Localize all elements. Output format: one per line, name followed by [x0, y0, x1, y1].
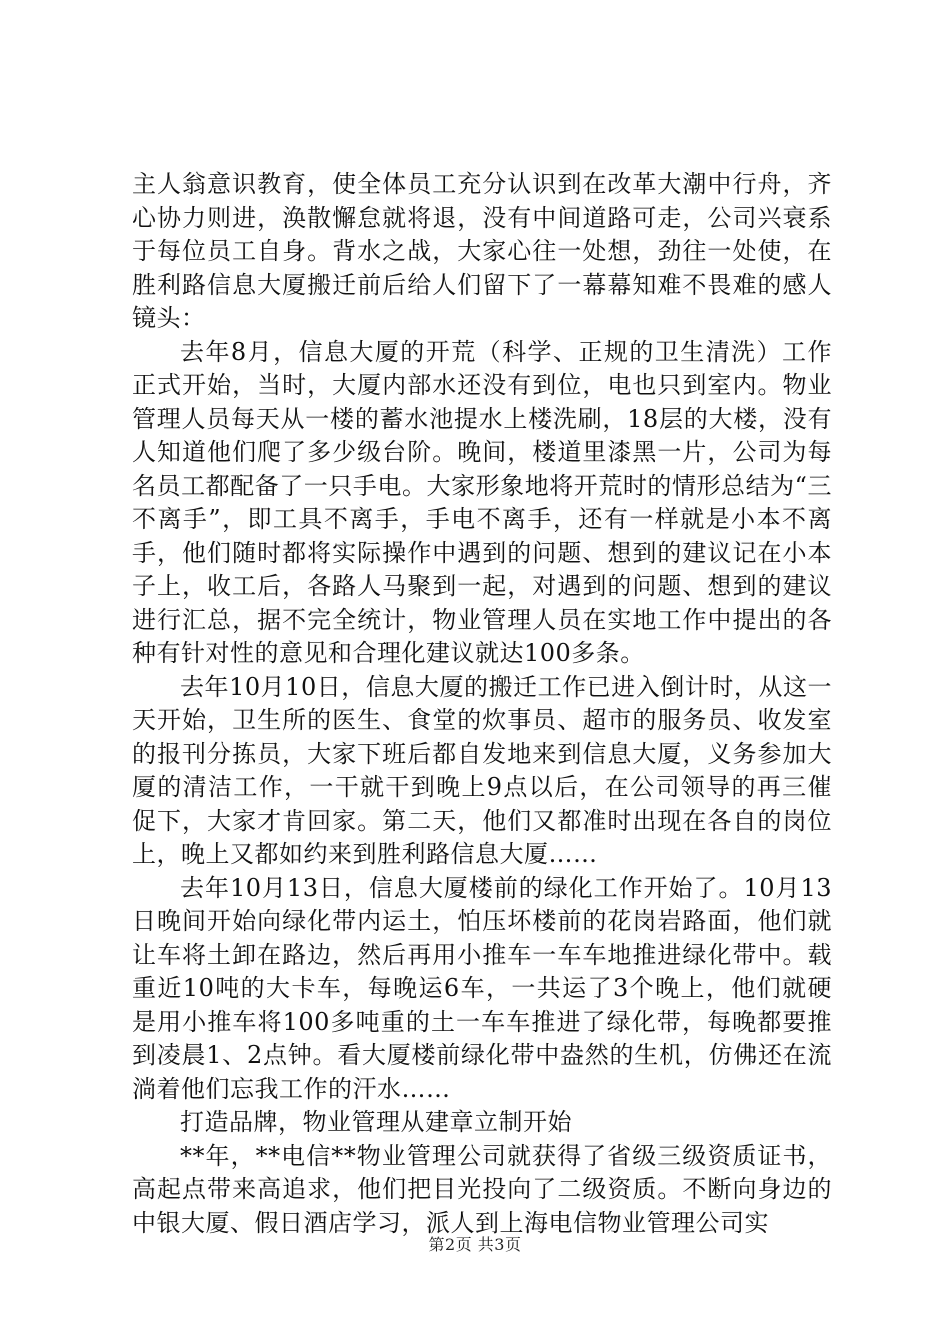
paragraph: 去年10月13日，信息大厦楼前的绿化工作开始了。10月13日晚间开始向绿化带内运土，怕压坏楼前的花岗岩路面，他们就让车将土卸在路边，然后再用小推车一车车地推进绿化带中。载重近10吨的大卡车，每晚运6车，一共运了3个晚上，他们就硬是用小推车将100多吨重的土一车车推进了绿化带，每晚都要推到凌晨1、2点钟。看大厦楼前绿化带中盎然的生机，仿佛还在流淌着他们忘我工作的汗水……	[132, 873, 832, 1103]
paragraph: 去年8月，信息大厦的开荒（科学、正规的卫生清洗）工作正式开始，当时，大厦内部水还没有到位，电也只到室内。物业管理人员每天从一楼的蓄水池提水上楼洗刷，18层的大楼，没有人知道他们爬了多少级台阶。晚间，楼道里漆黑一片，公司为每名员工都配备了一只手电。大家形象地将开荒时的情形总结为“三不离手”，即工具不离手，手电不离手，还有一样就是小本不离手，他们随时都将实际操作中遇到的问题、想到的建议记在小本子上，收工后，各路人马聚到一起，对遇到的问题、想到的建议进行汇总，据不完全统计，物业管理人员在实地工作中提出的各种有针对性的意见和合理化建议就达100多条。	[132, 337, 832, 667]
paragraph: 去年10月10日，信息大厦的搬迁工作已进入倒计时，从这一天开始，卫生所的医生、食堂的炊事员、超市的服务员、收发室的报刊分拣员，大家下班后都自发地来到信息大厦，义务参加大厦的清洁工作，一干就干到晚上9点以后，在公司领导的再三催促下，大家才肯回家。第二天，他们又都准时出现在各自的岗位上，晚上又都如约来到胜利路信息大厦……	[132, 672, 832, 868]
paragraph: 主人翁意识教育，使全体员工充分认识到在改革大潮中行舟，齐心协力则进，涣散懈怠就将退，没有中间道路可走，公司兴衰系于每位员工自身。背水之战，大家心往一处想，劲往一处使，在胜利路信息大厦搬迁前后给人们留下了一幕幕知难不畏难的感人镜头：	[132, 170, 832, 332]
paragraph: **年，**电信**物业管理公司就获得了省级三级资质证书，高起点带来高追求，他们把目光投向了二级资质。不断向身边的中银大厦、假日酒店学习，派人到上海电信物业管理公司实	[132, 1141, 832, 1237]
section-heading: 打造品牌，物业管理从建章立制开始	[180, 1108, 572, 1136]
body-text	[132, 168, 832, 1240]
page-footer: 第2页 共3页	[428, 1235, 522, 1254]
